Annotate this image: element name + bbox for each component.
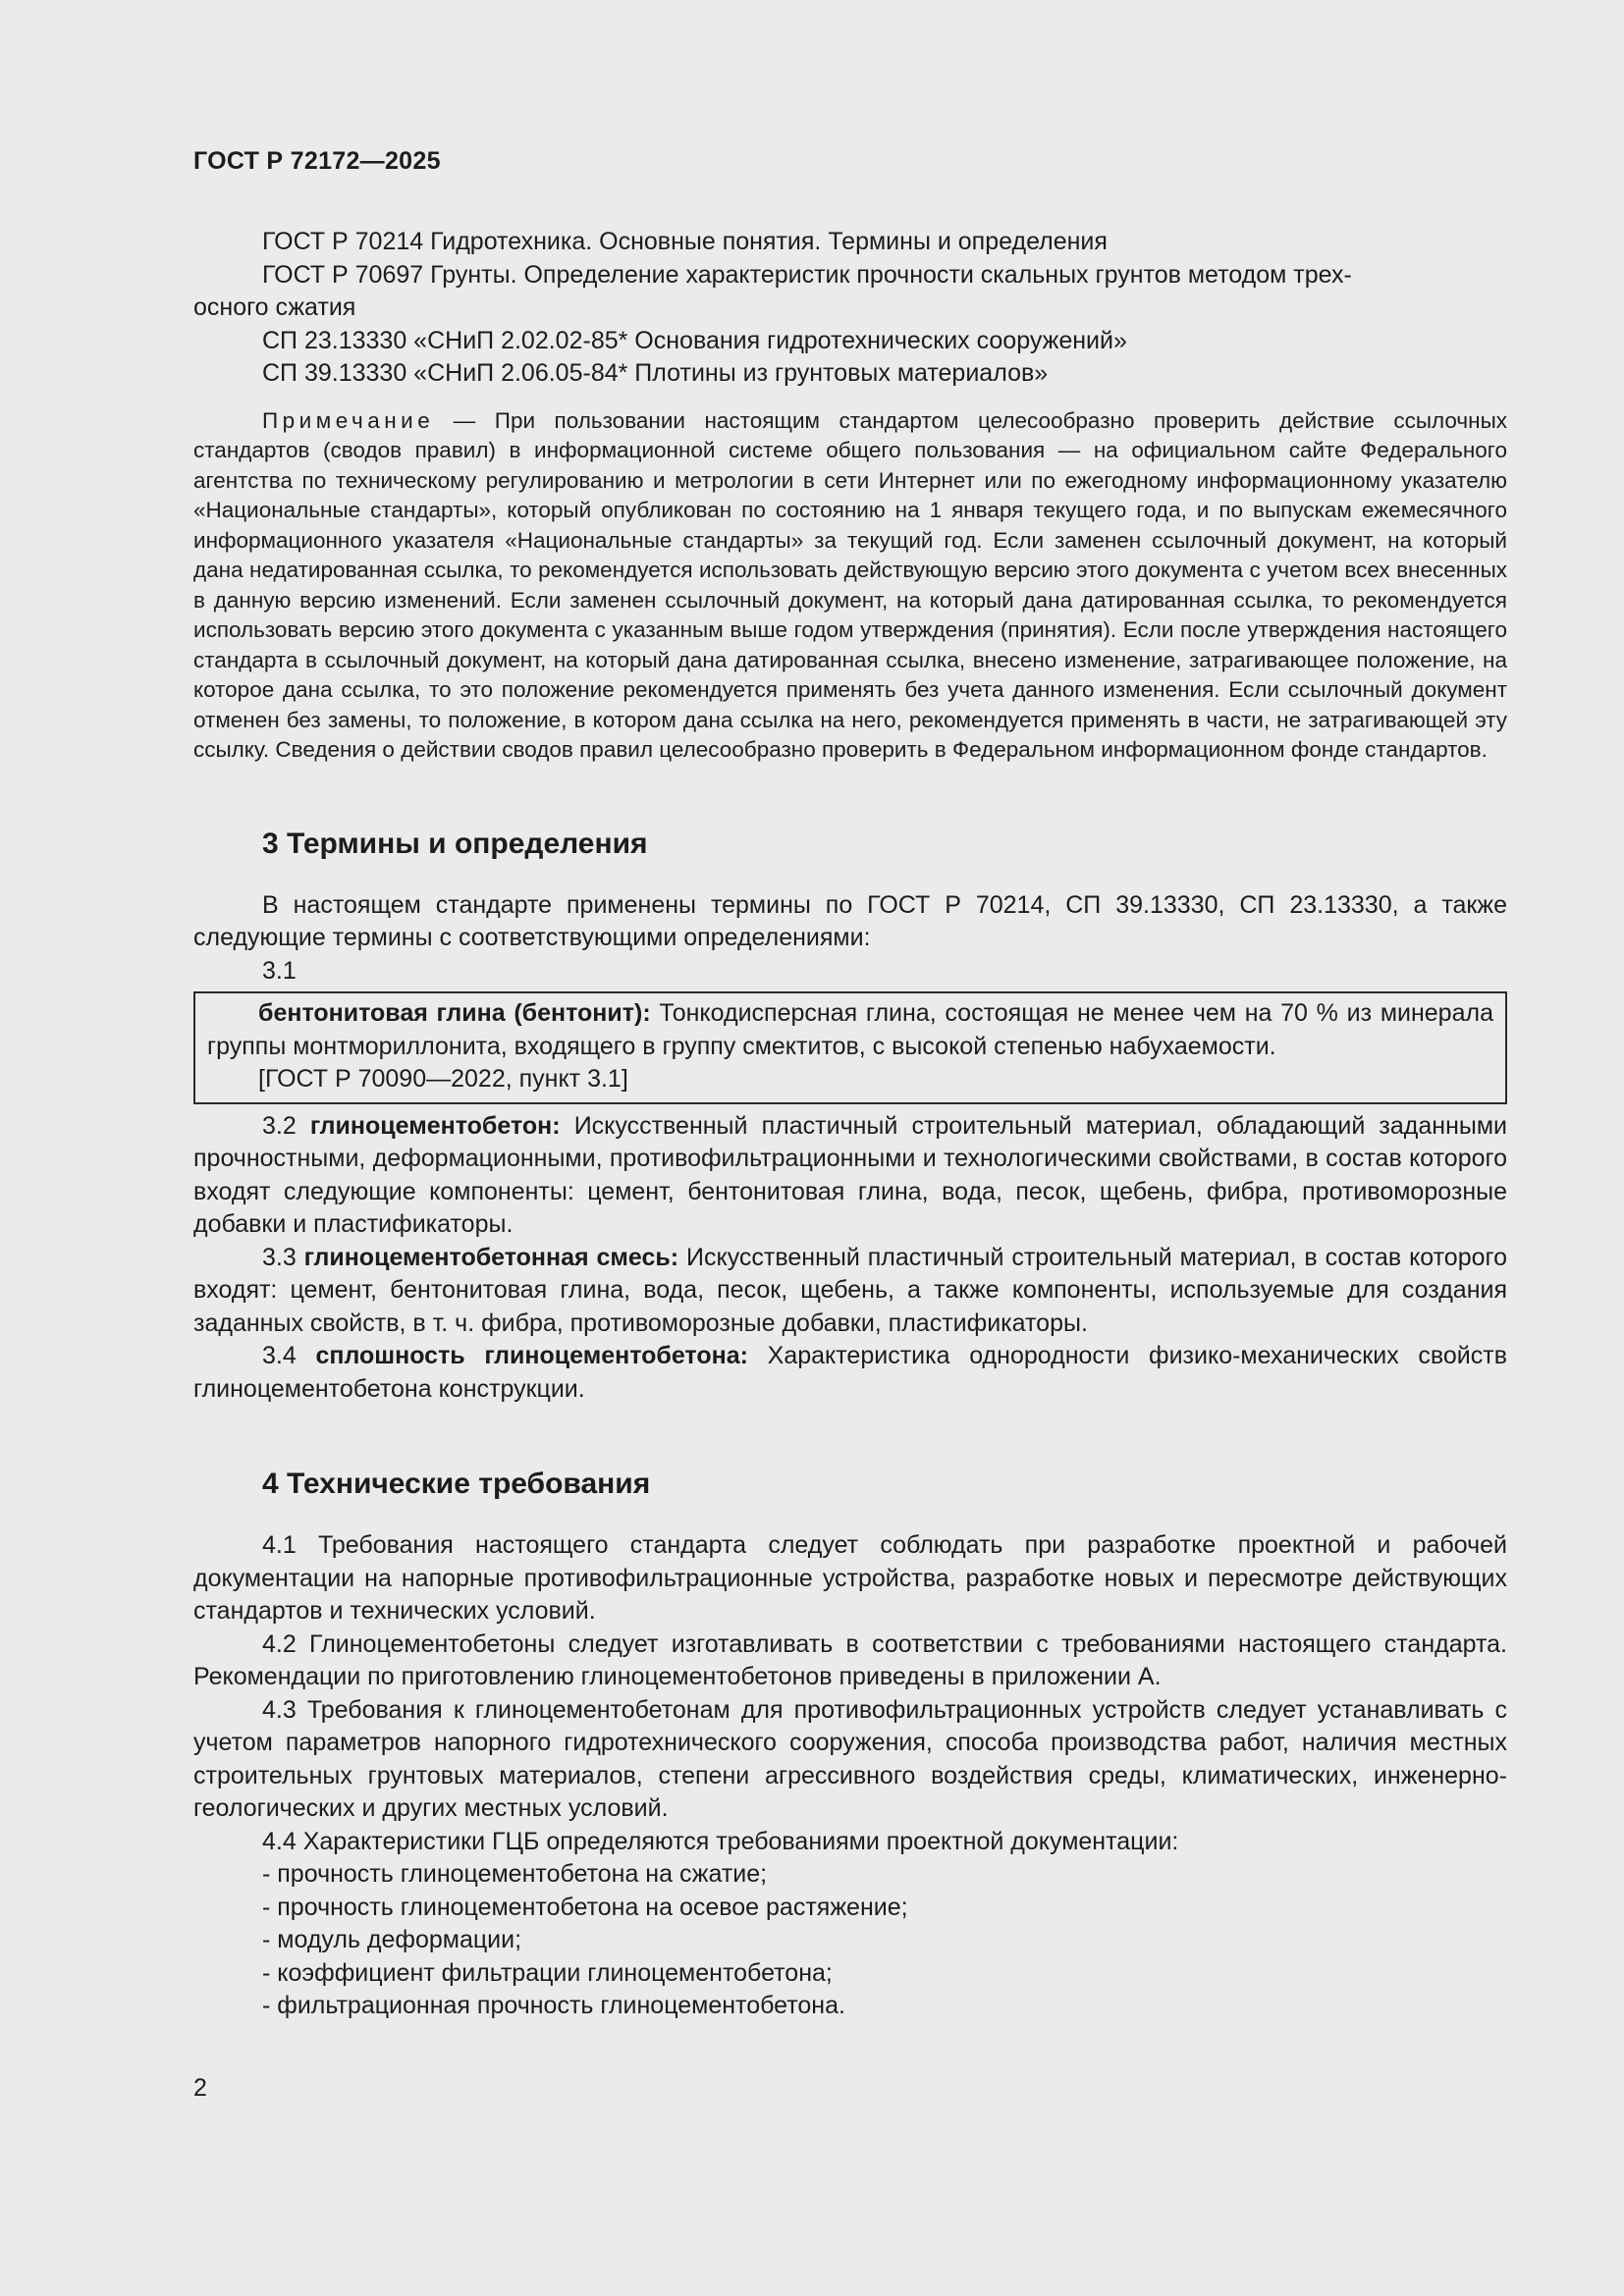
list-item: - прочность глиноцементобетона на осевое растяжение; [262, 1893, 908, 1921]
paragraph-4-2: 4.2 Глиноцементобетоны следует изготавливать в соответствии с требованиями настоящего стандарта. Рекомендации по приготовлению глиноцементобетонов приведены в приложении А. [193, 1629, 1507, 1690]
list-item: - модуль деформации; [262, 1926, 522, 1953]
characteristics-list [193, 1858, 1507, 2023]
paragraph-4-1: 4.1 Требования настоящего стандарта следует соблюдать при разработке проектной и рабочей документации на напорные противофильтрационные устройства, разработке новых и пересмотре действующих стандартов и технических условий. [193, 1531, 1507, 1625]
paragraph-4-4: 4.4 Характеристики ГЦБ определяются требованиями проектной документации: [262, 1827, 1179, 1855]
term-name: бентонитовая глина (бентонит): [258, 999, 651, 1027]
section-3-intro: В настоящем стандарте применены термины по ГОСТ Р 70214, СП 39.13330, СП 23.13330, а также следующие термины с соответствующими определениями: [193, 890, 1507, 951]
section-4-heading: 4 Технические требования [262, 1468, 651, 1500]
list-item: - прочность глиноцементобетона на сжатие; [262, 1860, 768, 1888]
term-name: глиноцементобетон: [309, 1111, 561, 1140]
note-text: — При пользовании настоящим стандартом целесообразно проверить действие ссылочных стандартов (сводов правил) в информационной системе общего пользования — на официальном сайте Федерального агентства по техническому регулированию и метрологии в сети Интернет или по ежегодному информационному указателю «Национальные стандарты», который опубликован по состоянию на 1 января текущего года, и по выпускам ежемесячного информационного указателя «Национальные стандарты» за текущий год. Если заменен ссылочный документ, на который дана недатированная ссылка, то рекомендуется использовать действующую версию этого документа с учетом всех внесенных в данную версию изменений. Если заменен ссылочный документ, на который дана датированная ссылка, то рекомендуется использовать версию этого документа с указанным выше годом утверждения (принятия). Если после утверждения настоящего стандарта в ссылочный документ, на который дана датированная ссылка, внесено изменение, затрагивающее положение, на которое дана ссылка, то это положение рекомендуется применять без учета данного изменения. Если ссылочный документ отменен без замены, то положение, в котором дана ссылка на него, рекомендуется применять в части, не затрагивающей эту ссылку. Сведения о действии сводов правил целесообразно проверить в Федеральном информационном фонде стандартов. [193, 407, 1507, 762]
term-definition: Искусственный пластичный строительный материал, в состав которого входят: цемент, бентонитовая глина, вода, песок, щебень, а также компоненты, используемые для создания заданных свойств, в т. ч. фибра, противоморозные добавки, пластификаторы. [193, 1243, 1507, 1337]
paragraph-4-3: 4.3 Требования к глиноцементобетонам для противофильтрационных устройств следует устанавливать с учетом параметров напорного гидротехнического сооружения, способа производства работ, наличия местных строительных грунтовых материалов, степени агрессивного воздействия среды, климатических, инженерно-геологических и других местных условий. [193, 1695, 1507, 1822]
term-source: [ГОСТ Р 70090—2022, пункт 3.1] [258, 1065, 628, 1093]
term-definition: Характеристика однородности физико-механических свойств глиноцементобетона конструкции. [193, 1342, 1507, 1403]
term-3-4: 3.4 сплошность глиноцементобетона: Характеристика однородности физико-механических свойств глиноцементобетона конструкции. [193, 1342, 1507, 1403]
reference-item: СП 39.13330 «СНиП 2.06.05-84* Плотины из грунтовых материалов» [262, 359, 1049, 387]
page-content [193, 226, 1507, 2023]
reference-item: ГОСТ Р 70214 Гидротехника. Основные понятия. Термины и определения [262, 228, 1108, 255]
section-3-heading: 3 Термины и определения [262, 827, 648, 860]
references-list [193, 226, 1507, 391]
term-3-1 [207, 997, 1493, 1063]
note-label: Примечание [262, 407, 435, 433]
term-name: глиноцементобетонная смесь: [303, 1243, 679, 1271]
list-item: - коэффициент фильтрации глиноцементобетона; [262, 1958, 833, 1987]
reference-item: СП 23.13330 «СНиП 2.02.02-85* Основания гидротехнических сооружений» [262, 326, 1127, 354]
term-number: 3.1 [262, 956, 297, 985]
note-paragraph [193, 406, 1507, 766]
term-definition-box [193, 991, 1507, 1104]
term-name: сплошность глиноцементобетона: [315, 1342, 748, 1369]
term-definition: Искусственный пластичный строительный материал, обладающий заданными прочностными, деформационными, противофильтрационными и технологическими свойствами, в состав которого входят следующие компоненты: цемент, бентонитовая глина, вода, песок, щебень, фибра, противоморозные добавки и пластификаторы. [193, 1111, 1507, 1238]
list-item: - фильтрационная прочность глиноцементобетона. [262, 1992, 845, 2019]
term-definition: Тонкодисперсная глина, состоящая не менее чем на 70 % из минерала группы монтмориллонита, входящего в группу смектитов, с высокой степенью набухаемости. [207, 999, 1493, 1060]
page-number: 2 [193, 2074, 207, 2102]
reference-item: ГОСТ Р 70697 Грунты. Определение характеристик прочности скальных грунтов методом трех- осного сжатия [193, 260, 1352, 321]
term-3-3: 3.3 глиноцементобетонная смесь: Искусственный пластичный строительный материал, в состав которого входят: цемент, бентонитовая глина, вода, песок, щебень, а также компоненты, используемые для создания заданных свойств, в т. ч. фибра, противоморозные добавки, пластификаторы. [193, 1243, 1507, 1337]
document-code-header: ГОСТ Р 72172—2025 [193, 147, 441, 175]
term-3-2: 3.2 глиноцементобетон: Искусственный пластичный строительный материал, обладающий заданными прочностными, деформационными, противофильтрационными и технологическими свойствами, в состав которого входят следующие компоненты: цемент, бентонитовая глина, вода, песок, щебень, фибра, противоморозные добавки и пластификаторы. [193, 1111, 1507, 1238]
